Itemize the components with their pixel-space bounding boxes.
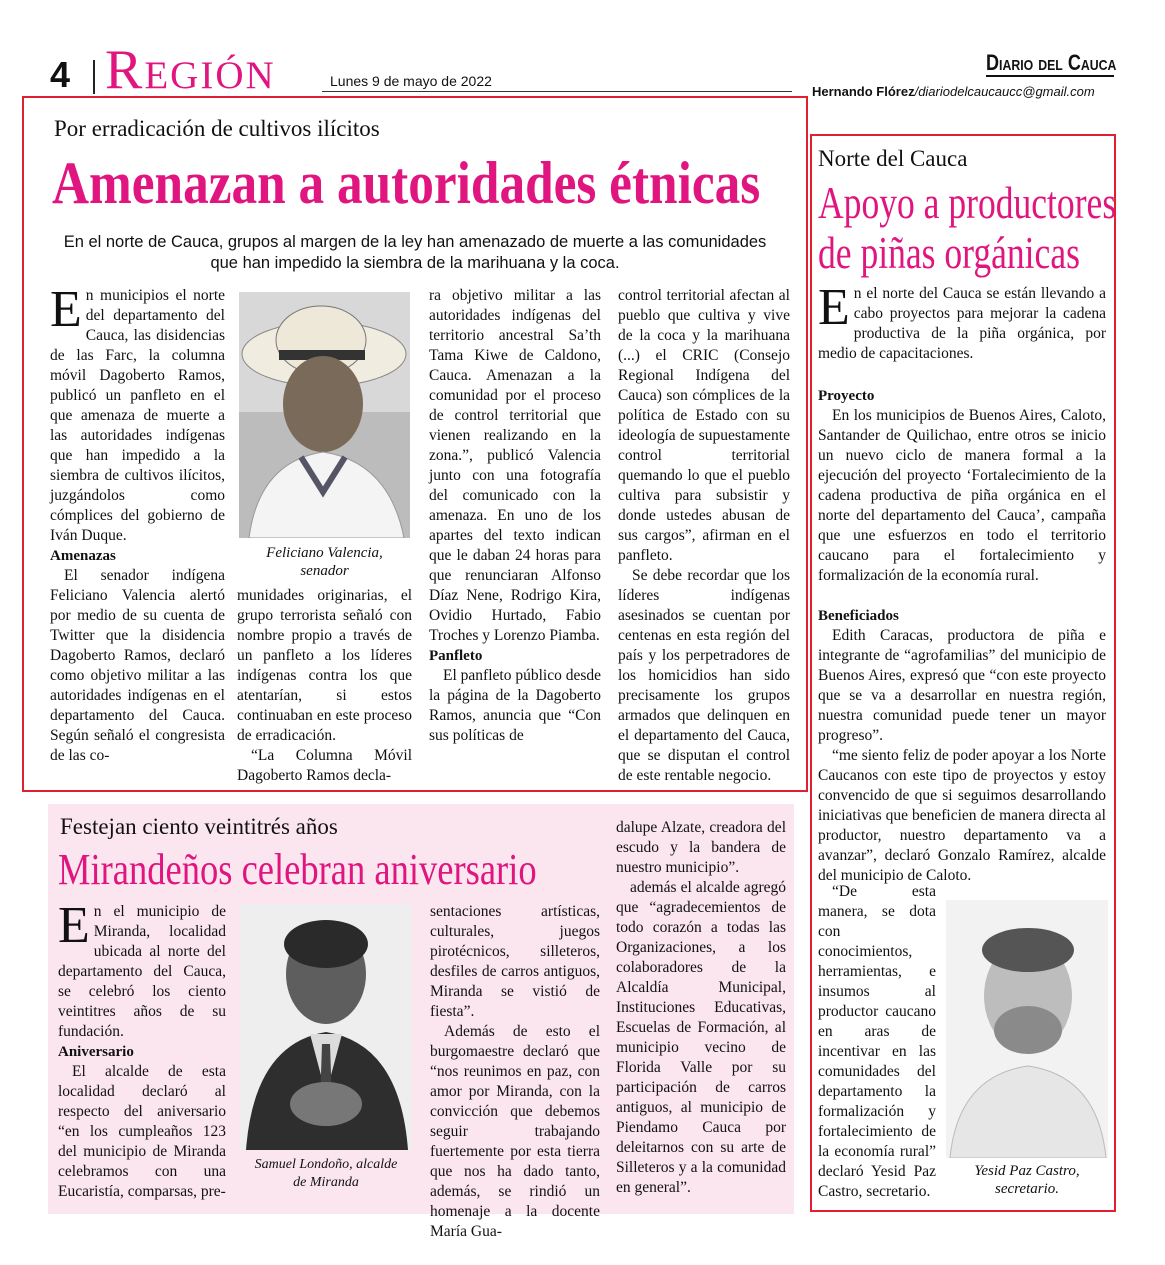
side-kicker: Norte del Cauca	[818, 146, 968, 171]
side-p1: n el norte del Cauca se están llevando a cabo proyectos para mejorar la cadena productiva de la piña orgánica, por medio de capacitaciones.	[818, 285, 1106, 362]
main-col1-p1: n municipios el norte del departamento del Cauca, las disidencias de las Farc, la columna móvil Dagoberto Ramos, publicó un panfleto en el que amenaza de muerte a las autoridades indígenas que han impedido a la siembra de cultivos ilícitos, juzgándolos como cómplices del gobierno de Iván Duque.	[50, 287, 225, 544]
feliciano-caption-line1: Feliciano Valencia,	[266, 545, 383, 561]
bottom-drop-cap: E	[58, 897, 90, 954]
main-deck-line1: En el norte de Cauca, grupos al margen de la ley han amenazado de muerte a las comunidades	[63, 233, 767, 251]
side-headline-line1: Apoyo a productores	[818, 178, 1117, 228]
side-p2: En los municipios de Buenos Aires, Caloto, Santander de Quilichao, entre otros se inicio un nuevo ciclo de manera formal a la ejecución del proyecto ‘Fortalecimiento de la cadena productiva de piña orgánica en el norte del departamento del Cauca’, campaña que une esfuerzos en todo el territorio caucano para el fortalecimiento y formalización de la economía rural.	[818, 407, 1106, 584]
main-col1-p2: El senador indígena Feliciano Valencia alertó por medio de su cuenta de Twitter que la disidencia Dagoberto Ramos, declaró como objetivo militar a las autoridades indígenas en el departamento del Cauca. Según señaló el congresista de las co-	[50, 567, 225, 764]
page-header	[0, 0, 1165, 101]
header-rule	[322, 91, 792, 92]
main-col-3	[429, 286, 601, 746]
portrait-illustration	[239, 292, 410, 538]
yesid-caption-line2: secretario.	[994, 1181, 1059, 1197]
bottom-col1-p2: El alcalde de esta localidad declaró al respecto del aniversario “en los cumpleaños 123 del municipio de Miranda celebramos con una Eucaristía, comparsas, pre-	[58, 1063, 226, 1200]
side-article	[810, 134, 1116, 1212]
bottom-col1-subhead: Aniversario	[58, 1044, 134, 1060]
side-headline	[818, 178, 1116, 278]
main-col2-p2: “La Columna Móvil Dagoberto Ramos decla-	[237, 747, 412, 784]
side-p5: “De esta manera, se dota con conocimientos, herramientas, e insumos al productor caucano en aras de incentivar en las comunidades del departamento la formalización y fortalecimiento de la economía rural” declaró Yesid Paz Castro, secretario.	[818, 883, 936, 1200]
side-p5-col	[818, 882, 936, 1202]
main-deck-line2: que han impedido la siembra de la marihuana y la coca.	[210, 254, 620, 272]
bottom-col-2	[430, 902, 600, 1242]
bottom-col2-p1: sentaciones artísticas, culturales, juegos pirotécnicos, silleteros, desfiles de carros antiguos, Miranda se vistió de fiesta”.	[430, 903, 600, 1020]
bottom-col3-p2: además el alcalde agregó que “agradecemientos de todo corazón a todas las Organizaciones, a los colaboradores de la Alcaldía Municipal, Instituciones Educativas, Escuelas de Formación, al municipio vecino de Florida Valle por su participación de carros antiguos, al municipio de Piendamo Cauca por deleitarnos con su arte de Silleteros y a la comunidad en general”.	[616, 879, 786, 1196]
header-divider	[93, 60, 95, 94]
portrait-illustration-samuel	[240, 904, 412, 1150]
page-number: 4	[50, 54, 71, 95]
author-credit	[812, 84, 1095, 99]
main-col3-p1: ra objetivo militar a las autoridades indígenas del territorio ancestral Sa’th Tama Kiwe de Caldono, Cauca. Amenazan a la comunidad por el proceso de control territorial que vienen realizando en la zona.”, publicó Valencia junto con una fotografía del comunicado con la amenaza. En uno de los apartes del texto indican que le daban 24 horas para que renunciaran Alfonso Díaz Nene, Rodrigo Kira, Ovidio Hurtado, Fabio Troches y Lorenzo Piamba.	[429, 287, 601, 644]
bottom-kicker: Festejan ciento veintitrés años	[60, 814, 338, 839]
yesid-photo	[946, 900, 1108, 1158]
main-col2-p1: munidades originarias, el grupo terrorista señaló con nombre propio a través de un panfleto a los líderes indígenas contra los que atentarían, si estos continuaban en este proceso de erradicación.	[237, 587, 412, 744]
main-col-2	[237, 586, 412, 786]
section-title: Región	[105, 39, 276, 101]
side-p3: Edith Caracas, productora de piña e integrante de “agrofamilias” del municipio de Buenos Aires, expresó que “con este proyecto que se va a desarrollar en nuestra región, nuestra comunidad puede tener un mayor progreso”.	[818, 627, 1106, 744]
bottom-headline: Mirandeños celebran aniversario	[58, 845, 537, 894]
main-drop-cap: E	[50, 281, 82, 338]
main-col4-p2: Se debe recordar que los líderes indígenas asesinados se cuentan por centenas en esta región del país y los perpetradores de los homicidios han sido precisamente los grupos armados que delinquen en el departamento del Cauca, que se disputan el control de este rentable negocio.	[618, 567, 790, 784]
yesid-caption-line1: Yesid Paz Castro,	[974, 1163, 1080, 1179]
main-col-4	[618, 286, 790, 786]
main-deck	[24, 232, 806, 274]
samuel-caption	[240, 1156, 412, 1192]
samuel-caption-line1: Samuel Londoño, alcalde	[254, 1157, 398, 1172]
bottom-article	[48, 804, 794, 1240]
author-email: /diariodelcaucaucc@gmail.com	[914, 84, 1095, 99]
samuel-photo	[240, 904, 412, 1150]
brand-logo: Diario del Cauca	[986, 50, 1117, 75]
main-col4-p1: control territorial afectan al pueblo que cultiva y vive de la coca y la marihuana (...) el CRIC (Consejo Regional Indígena del Cauca) son cómplices de la política de Estado con su ideología de supuestamente control territorial quemando lo que el pueblo cultiva para subsistir y donde ustedes abusan de sus cargos”, afirman en el panfleto.	[618, 287, 790, 564]
feliciano-photo	[239, 292, 410, 538]
main-col1-subhead: Amenazas	[50, 548, 116, 564]
main-headline: Amenazan a autoridades étnicas	[52, 150, 761, 216]
side-p4: “me siento feliz de poder apoyar a los Norte Caucanos con este tipo de proyectos y estoy convencido de que si seguimos desarrollando iniciativas que beneficien de manera directa al productor, nuestro departamento va a avanzar”, declaró Gonzalo Ramírez, alcalde del municipio de Caloto.	[818, 747, 1106, 884]
bottom-col2-p2: Además de esto el burgomaestre declaró que “nos reunimos en paz, con amor por Miranda, con la convicción que debemos seguir trabajando fuertemente por esta tierra que nos ha dado tanto, además, se rindió un homenaje a la docente María Gua-	[430, 1023, 600, 1240]
feliciano-caption-line2: senador	[300, 563, 349, 579]
bottom-col1-p1: n el municipio de Miranda, localidad ubicada al norte del departamento del Cauca, se celebró los ciento veintitres años de su fundación.	[58, 903, 226, 1040]
author-name: Hernando Flórez	[812, 84, 915, 99]
main-kicker: Por erradicación de cultivos ilícitos	[54, 116, 380, 141]
feliciano-caption	[239, 544, 410, 580]
side-body	[818, 279, 1106, 886]
main-col3-subhead: Panfleto	[429, 648, 483, 664]
portrait-illustration-yesid	[946, 900, 1108, 1158]
main-col3-p2: El panfleto público desde la página de la Dagoberto Ramos, anuncia que “Con sus políticas de	[429, 667, 601, 744]
yesid-caption	[946, 1162, 1108, 1198]
bottom-col3-p1: dalupe Alzate, creadora del escudo y la bandera de nuestro municipio”.	[616, 819, 786, 876]
brand-underline	[986, 75, 1114, 77]
side-subhead-1: Proyecto	[818, 388, 875, 404]
samuel-caption-line2: de Miranda	[293, 1175, 359, 1190]
bottom-col-3	[616, 818, 786, 1198]
side-headline-line2: de piñas orgánicas	[818, 228, 1080, 278]
bottom-col-1	[58, 897, 226, 1202]
main-col-1	[50, 281, 225, 766]
side-drop-cap: E	[818, 279, 850, 336]
side-subhead-2: Beneficiados	[818, 608, 899, 624]
issue-date: Lunes 9 de mayo de 2022	[330, 73, 492, 89]
main-article	[22, 96, 808, 792]
